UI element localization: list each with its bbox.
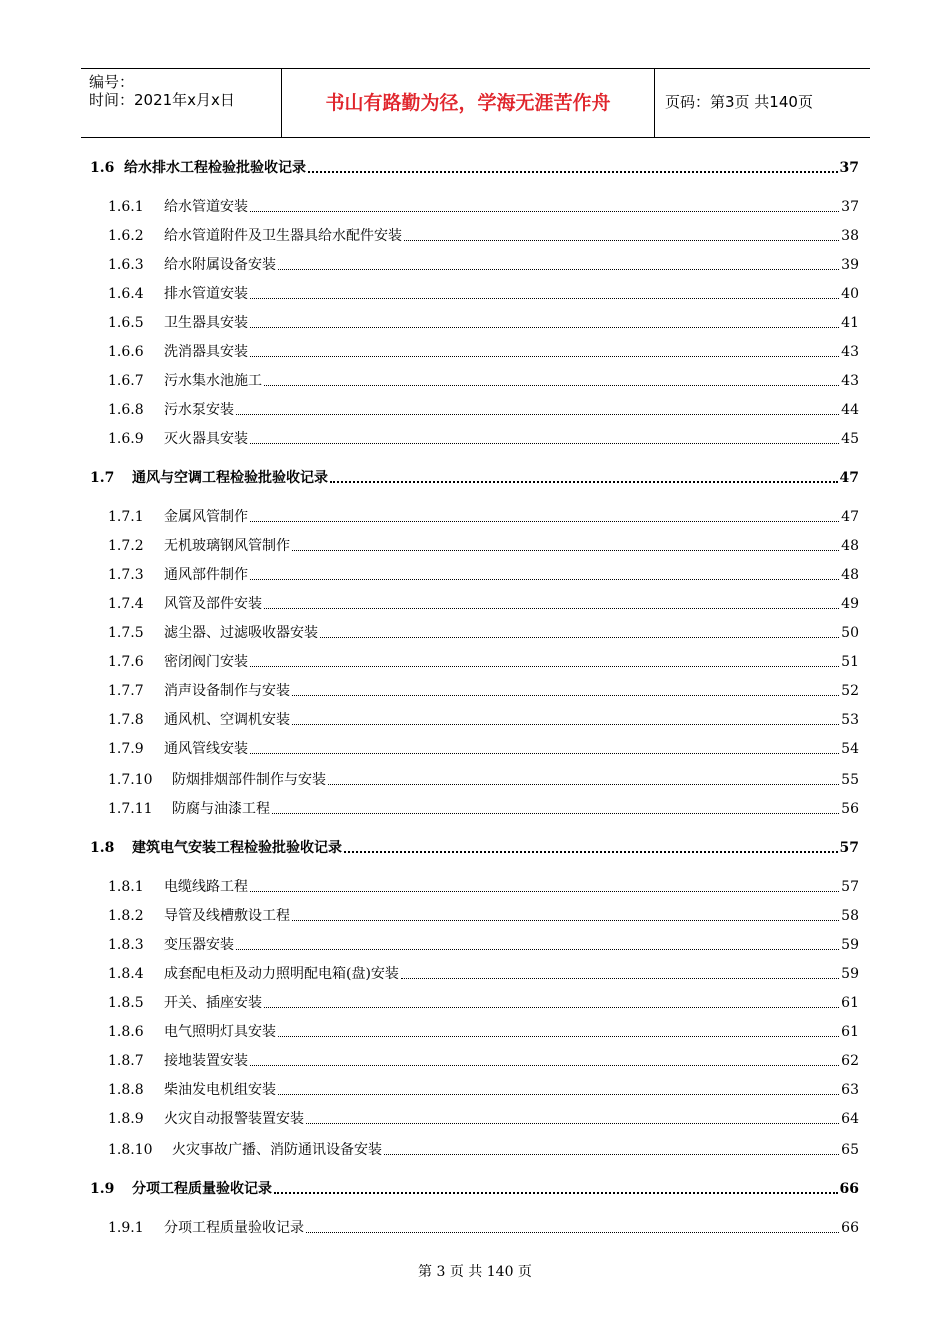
toc-subsection-entry[interactable] bbox=[108, 1110, 859, 1128]
toc-entry-page: 62 bbox=[841, 1053, 859, 1069]
toc-entry-page: 47 bbox=[839, 470, 859, 486]
toc-entry-number: 1.7.6 bbox=[108, 654, 144, 670]
toc-entry-number: 1.6.7 bbox=[108, 373, 144, 389]
toc-leader-dots bbox=[250, 578, 839, 580]
toc-entry-number: 1.6.4 bbox=[108, 286, 144, 302]
toc-leader-dots bbox=[330, 480, 838, 483]
toc-subsection-entry[interactable] bbox=[108, 711, 859, 729]
toc-leader-dots bbox=[264, 1006, 839, 1008]
toc-leader-dots bbox=[250, 665, 839, 667]
toc-leader-dots bbox=[264, 607, 839, 609]
toc-entry-number: 1.8.2 bbox=[108, 908, 144, 924]
toc-entry-number: 1.6.9 bbox=[108, 431, 144, 447]
toc-leader-dots bbox=[292, 919, 839, 921]
toc-entry-number: 1.6.2 bbox=[108, 228, 144, 244]
toc-entry-number: 1.8.5 bbox=[108, 995, 144, 1011]
toc-entry-title: 电缆线路工程 bbox=[164, 879, 248, 895]
toc-entry-title: 防腐与油漆工程 bbox=[172, 801, 270, 817]
toc-subsection-entry[interactable] bbox=[108, 430, 859, 448]
toc-entry-page: 37 bbox=[841, 199, 859, 215]
toc-entry-title: 给水排水工程检验批验收记录 bbox=[124, 160, 306, 176]
toc-entry-page: 59 bbox=[841, 966, 859, 982]
toc-entry-page: 57 bbox=[841, 879, 859, 895]
toc-leader-dots bbox=[250, 1064, 839, 1066]
toc-entry-number: 1.8.9 bbox=[108, 1111, 144, 1127]
toc-entry-title: 无机玻璃钢风管制作 bbox=[164, 538, 290, 554]
toc-entry-title: 污水集水池施工 bbox=[164, 373, 262, 389]
toc-subsection-entry[interactable] bbox=[108, 682, 859, 700]
toc-subsection-entry[interactable] bbox=[108, 936, 859, 954]
toc-leader-dots bbox=[250, 442, 839, 444]
toc-entry-page: 39 bbox=[841, 257, 859, 273]
toc-leader-dots bbox=[328, 783, 839, 785]
toc-entry-page: 48 bbox=[841, 538, 859, 554]
toc-entry-number: 1.7.11 bbox=[108, 801, 153, 817]
toc-entry-number: 1.7.9 bbox=[108, 741, 144, 757]
toc-leader-dots bbox=[278, 1035, 839, 1037]
date-text: 时间：2021年x月x日 bbox=[89, 91, 235, 109]
toc-entry-number: 1.8.3 bbox=[108, 937, 144, 953]
toc-entry-title: 开关、插座安装 bbox=[164, 995, 262, 1011]
toc-subsection-entry[interactable] bbox=[108, 800, 859, 818]
toc-entry-title: 给水管道附件及卫生器具给水配件安装 bbox=[164, 228, 402, 244]
toc-subsection-entry[interactable] bbox=[108, 907, 859, 925]
toc-subsection-entry[interactable] bbox=[108, 1141, 859, 1159]
toc-subsection-entry[interactable] bbox=[108, 595, 859, 613]
toc-entry-page: 50 bbox=[841, 625, 859, 641]
toc-leader-dots bbox=[236, 413, 839, 415]
toc-subsection-entry[interactable] bbox=[108, 1081, 859, 1099]
footer-page-number: 第 3 页 共 140 页 bbox=[418, 1264, 532, 1280]
toc-entry-number: 1.7.4 bbox=[108, 596, 144, 612]
toc-entry-page: 40 bbox=[841, 286, 859, 302]
toc-entry-number: 1.7.8 bbox=[108, 712, 144, 728]
toc-entry-page: 64 bbox=[841, 1111, 859, 1127]
toc-subsection-entry[interactable] bbox=[108, 1219, 859, 1237]
toc-entry-page: 61 bbox=[841, 1024, 859, 1040]
toc-entry-title: 给水管道安装 bbox=[164, 199, 248, 215]
toc-leader-dots bbox=[308, 170, 838, 173]
toc-entry-title: 通风管线安装 bbox=[164, 741, 248, 757]
toc-leader-dots bbox=[274, 1191, 838, 1194]
serial-label: 编号： bbox=[89, 73, 135, 91]
page-footer bbox=[0, 1263, 950, 1281]
toc-leader-dots bbox=[292, 549, 839, 551]
toc-entry-title: 成套配电柜及动力照明配电箱(盘)安装 bbox=[164, 966, 399, 982]
toc-subsection-entry[interactable] bbox=[108, 1052, 859, 1070]
toc-entry-page: 58 bbox=[841, 908, 859, 924]
toc-entry-title: 导管及线槽敷设工程 bbox=[164, 908, 290, 924]
toc-entry-page: 66 bbox=[839, 1181, 859, 1197]
toc-subsection-entry[interactable] bbox=[108, 227, 859, 245]
toc-entry-title: 分项工程质量验收记录 bbox=[132, 1181, 272, 1197]
header-motto: 书山有路勤为径，学海无涯苦作舟 bbox=[325, 92, 611, 114]
toc-subsection-entry[interactable] bbox=[108, 965, 859, 983]
toc-leader-dots bbox=[250, 326, 839, 328]
header-motto-cell bbox=[282, 69, 655, 137]
toc-leader-dots bbox=[306, 1231, 839, 1233]
toc-entry-page: 55 bbox=[841, 772, 859, 788]
toc-entry-number: 1.6.1 bbox=[108, 199, 144, 215]
toc-subsection-entry[interactable] bbox=[108, 508, 859, 526]
toc-entry-title: 风管及部件安装 bbox=[164, 596, 262, 612]
toc-entry-title: 火灾事故广播、消防通讯设备安装 bbox=[172, 1142, 382, 1158]
toc-entry-page: 54 bbox=[841, 741, 859, 757]
toc-leader-dots bbox=[292, 723, 839, 725]
toc-subsection-entry[interactable] bbox=[108, 285, 859, 303]
toc-entry-number: 1.8.4 bbox=[108, 966, 144, 982]
toc-leader-dots bbox=[250, 890, 839, 892]
toc-entry-number: 1.7.2 bbox=[108, 538, 144, 554]
toc-entry-page: 48 bbox=[841, 567, 859, 583]
toc-entry-title: 灭火器具安装 bbox=[164, 431, 248, 447]
toc-entry-title: 电气照明灯具安装 bbox=[164, 1024, 276, 1040]
toc-subsection-entry[interactable] bbox=[108, 314, 859, 332]
toc-subsection-entry[interactable] bbox=[108, 878, 859, 896]
toc-entry-number: 1.7.3 bbox=[108, 567, 144, 583]
toc-entry-number: 1.8.6 bbox=[108, 1024, 144, 1040]
toc-leader-dots bbox=[272, 812, 839, 814]
toc-entry-number: 1.7.5 bbox=[108, 625, 144, 641]
toc-entry-number: 1.6.5 bbox=[108, 315, 144, 331]
toc-entry-title: 变压器安装 bbox=[164, 937, 234, 953]
toc-subsection-entry[interactable] bbox=[108, 343, 859, 361]
toc-leader-dots bbox=[250, 210, 839, 212]
page-header bbox=[81, 68, 870, 138]
toc-entry-title: 排水管道安装 bbox=[164, 286, 248, 302]
toc-leader-dots bbox=[401, 977, 839, 979]
toc-entry-number: 1.8.1 bbox=[108, 879, 144, 895]
toc-entry-number: 1.6.3 bbox=[108, 257, 144, 273]
toc-subsection-entry[interactable] bbox=[108, 771, 859, 789]
toc-entry-title: 卫生器具安装 bbox=[164, 315, 248, 331]
toc-section-entry[interactable] bbox=[90, 839, 859, 857]
toc-entry-number: 1.9.1 bbox=[108, 1220, 144, 1236]
toc-entry-page: 45 bbox=[841, 431, 859, 447]
toc-entry-title: 洗消器具安装 bbox=[164, 344, 248, 360]
toc-subsection-entry[interactable] bbox=[108, 537, 859, 555]
toc-entry-number: 1.8.10 bbox=[108, 1142, 153, 1158]
toc-entry-page: 52 bbox=[841, 683, 859, 699]
toc-subsection-entry[interactable] bbox=[108, 1023, 859, 1041]
toc-subsection-entry[interactable] bbox=[108, 624, 859, 642]
toc-leader-dots bbox=[306, 1122, 839, 1124]
toc-leader-dots bbox=[292, 694, 839, 696]
toc-entry-number: 1.6.8 bbox=[108, 402, 144, 418]
toc-entry-page: 57 bbox=[839, 840, 859, 856]
toc-entry-number: 1.8 bbox=[90, 840, 115, 856]
toc-leader-dots bbox=[320, 636, 839, 638]
toc-subsection-entry[interactable] bbox=[108, 994, 859, 1012]
header-meta-cell bbox=[81, 69, 282, 137]
toc-section-entry[interactable] bbox=[90, 469, 859, 487]
toc-entry-page: 37 bbox=[839, 160, 859, 176]
toc-leader-dots bbox=[278, 268, 839, 270]
toc-entry-number: 1.6 bbox=[90, 160, 115, 176]
toc-entry-title: 金属风管制作 bbox=[164, 509, 248, 525]
toc-entry-title: 消声设备制作与安装 bbox=[164, 683, 290, 699]
toc-entry-number: 1.6.6 bbox=[108, 344, 144, 360]
toc-entry-page: 65 bbox=[841, 1142, 859, 1158]
toc-entry-page: 61 bbox=[841, 995, 859, 1011]
toc-entry-page: 47 bbox=[841, 509, 859, 525]
toc-entry-title: 通风部件制作 bbox=[164, 567, 248, 583]
toc-subsection-entry[interactable] bbox=[108, 372, 859, 390]
toc-entry-page: 53 bbox=[841, 712, 859, 728]
toc-entry-number: 1.8.7 bbox=[108, 1053, 144, 1069]
toc-entry-number: 1.7.7 bbox=[108, 683, 144, 699]
toc-entry-page: 49 bbox=[841, 596, 859, 612]
toc-entry-page: 38 bbox=[841, 228, 859, 244]
toc-entry-title: 给水附属设备安装 bbox=[164, 257, 276, 273]
toc-entry-page: 41 bbox=[841, 315, 859, 331]
toc-subsection-entry[interactable] bbox=[108, 256, 859, 274]
toc-leader-dots bbox=[344, 850, 838, 853]
toc-section-entry[interactable] bbox=[90, 1180, 859, 1198]
toc-leader-dots bbox=[278, 1093, 839, 1095]
toc-leader-dots bbox=[250, 355, 839, 357]
toc-subsection-entry[interactable] bbox=[108, 566, 859, 584]
toc-entry-page: 59 bbox=[841, 937, 859, 953]
toc-entry-title: 通风机、空调机安装 bbox=[164, 712, 290, 728]
toc-subsection-entry[interactable] bbox=[108, 198, 859, 216]
toc-subsection-entry[interactable] bbox=[108, 401, 859, 419]
toc-entry-title: 防烟排烟部件制作与安装 bbox=[172, 772, 326, 788]
toc-leader-dots bbox=[250, 297, 839, 299]
toc-subsection-entry[interactable] bbox=[108, 740, 859, 758]
toc-entry-page: 43 bbox=[841, 344, 859, 360]
toc-entry-number: 1.7 bbox=[90, 470, 115, 486]
toc-entry-number: 1.9 bbox=[90, 1181, 115, 1197]
toc-entry-page: 51 bbox=[841, 654, 859, 670]
toc-entry-number: 1.8.8 bbox=[108, 1082, 144, 1098]
toc-entry-title: 柴油发电机组安装 bbox=[164, 1082, 276, 1098]
toc-entry-title: 密闭阀门安装 bbox=[164, 654, 248, 670]
toc-leader-dots bbox=[250, 520, 839, 522]
toc-leader-dots bbox=[404, 239, 839, 241]
toc-entry-title: 建筑电气安装工程检验批验收记录 bbox=[132, 840, 342, 856]
toc-section-entry[interactable] bbox=[90, 159, 859, 177]
header-page-cell bbox=[655, 69, 870, 137]
toc-entry-number: 1.7.10 bbox=[108, 772, 153, 788]
toc-entry-title: 分项工程质量验收记录 bbox=[164, 1220, 304, 1236]
toc-entry-title: 接地装置安装 bbox=[164, 1053, 248, 1069]
toc-entry-title: 通风与空调工程检验批验收记录 bbox=[132, 470, 328, 486]
toc-entry-page: 63 bbox=[841, 1082, 859, 1098]
toc-leader-dots bbox=[250, 752, 839, 754]
toc-leader-dots bbox=[384, 1153, 839, 1155]
toc-entry-title: 火灾自动报警装置安装 bbox=[164, 1111, 304, 1127]
toc-entry-page: 44 bbox=[841, 402, 859, 418]
toc-entry-page: 56 bbox=[841, 801, 859, 817]
toc-entry-title: 滤尘器、过滤吸收器安装 bbox=[164, 625, 318, 641]
toc-entry-page: 43 bbox=[841, 373, 859, 389]
toc-subsection-entry[interactable] bbox=[108, 653, 859, 671]
toc-entry-title: 污水泵安装 bbox=[164, 402, 234, 418]
toc-entry-number: 1.7.1 bbox=[108, 509, 144, 525]
toc-leader-dots bbox=[236, 948, 839, 950]
toc-entry-page: 66 bbox=[841, 1220, 859, 1236]
toc-leader-dots bbox=[264, 384, 839, 386]
header-page-info: 页码：第3页 共140页 bbox=[665, 93, 813, 111]
